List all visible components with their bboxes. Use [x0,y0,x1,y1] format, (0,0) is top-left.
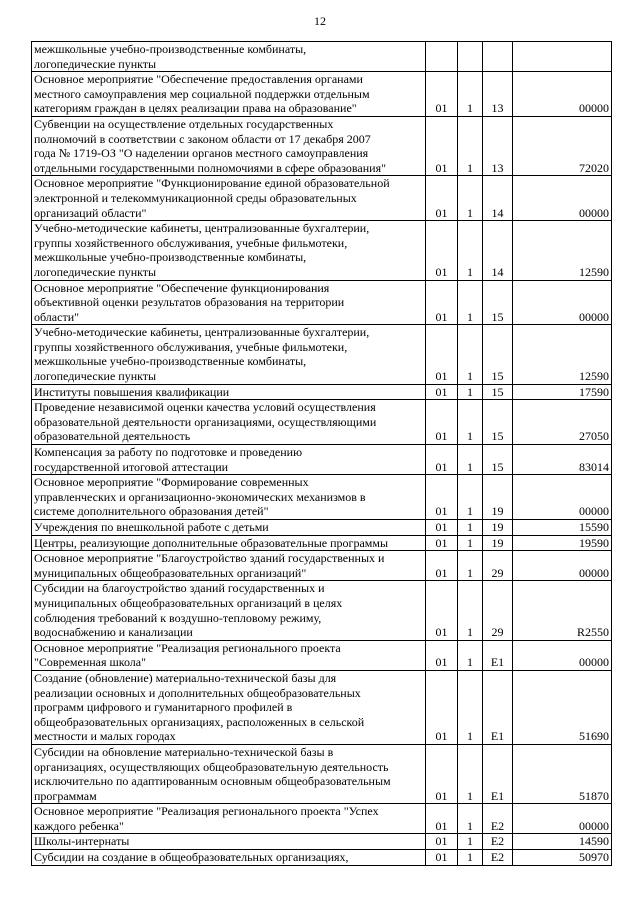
expense-name-cell: Основное мероприятие "Формирование современных управленческих и организационно-экономических механизмов в системе дополнительного образования детей" [32,475,426,520]
expense-name-cell: Субсидии на создание в общеобразовательных организациях, [32,850,426,866]
budget-classification-table [31,41,612,866]
event-code-cell: E2 [483,834,513,850]
program-code-cell: 01 [426,850,458,866]
subprogram-code-cell [458,42,483,72]
table-row [32,475,612,520]
subprogram-code-cell: 1 [458,535,483,551]
table-row [32,42,612,72]
event-code-cell: 19 [483,475,513,520]
direction-code-cell: 83014 [513,445,612,475]
program-code-cell: 01 [426,176,458,221]
direction-code-cell: 00000 [513,280,612,325]
event-code-cell: E1 [483,670,513,744]
subprogram-code-cell: 1 [458,551,483,581]
table-row [32,384,612,400]
table-row [32,176,612,221]
expense-name-cell: Учебно-методические кабинеты, централизованные бухгалтерии, группы хозяйственного обслуживания, учебные фильмотеки, межшкольные учебно-производственные комбинаты, логопедические пункты [32,221,426,280]
subprogram-code-cell: 1 [458,384,483,400]
direction-code-cell: 00000 [513,551,612,581]
subprogram-code-cell: 1 [458,325,483,384]
event-code-cell: 15 [483,280,513,325]
program-code-cell: 01 [426,475,458,520]
event-code-cell: 19 [483,535,513,551]
direction-code-cell: 14590 [513,834,612,850]
subprogram-code-cell: 1 [458,804,483,834]
direction-code-cell: 19590 [513,535,612,551]
table-row [32,72,612,117]
subprogram-code-cell: 1 [458,445,483,475]
program-code-cell: 01 [426,834,458,850]
event-code-cell: E2 [483,804,513,834]
event-code-cell: 15 [483,400,513,445]
subprogram-code-cell: 1 [458,744,483,803]
event-code-cell: 29 [483,551,513,581]
expense-name-cell: Компенсация за работу по подготовке и проведению государственной итоговой аттестации [32,445,426,475]
direction-code-cell: 00000 [513,640,612,670]
event-code-cell [483,42,513,72]
expense-name-cell: Основное мероприятие "Реализация регионального проекта "Современная школа" [32,640,426,670]
subprogram-code-cell: 1 [458,72,483,117]
event-code-cell: 15 [483,445,513,475]
expense-name-cell: Проведение независимой оценки качества условий осуществления образовательной деятельности организациями, осуществляющими образовательной деятельность [32,400,426,445]
event-code-cell: 15 [483,384,513,400]
table-body [32,42,612,866]
program-code-cell: 01 [426,804,458,834]
expense-name-cell: Учебно-методические кабинеты, централизованные бухгалтерии, группы хозяйственного обслуживания, учебные фильмотеки, межшкольные учебно-производственные комбинаты, логопедические пункты [32,325,426,384]
subprogram-code-cell: 1 [458,221,483,280]
subprogram-code-cell: 1 [458,850,483,866]
program-code-cell: 01 [426,325,458,384]
event-code-cell: E2 [483,850,513,866]
subprogram-code-cell: 1 [458,475,483,520]
program-code-cell: 01 [426,221,458,280]
direction-code-cell: 00000 [513,176,612,221]
table-row [32,325,612,384]
expense-name-cell: Основное мероприятие "Функционирование единой образовательной электронной и телекоммуникационной среды образовательных организаций области" [32,176,426,221]
table-row [32,445,612,475]
subprogram-code-cell: 1 [458,640,483,670]
event-code-cell: E1 [483,744,513,803]
table-row [32,221,612,280]
program-code-cell: 01 [426,445,458,475]
expense-name-cell: Субвенции на осуществление отдельных государственных полномочий в соответствии с законом области от 17 декабря 2007 года № 1719-ОЗ "О наделении органов местного самоуправления отдельными государственными полномочиями в сфере образования" [32,116,426,175]
expense-name-cell: межшкольные учебно-производственные комбинаты, логопедические пункты [32,42,426,72]
program-code-cell: 01 [426,670,458,744]
program-code-cell: 01 [426,72,458,117]
direction-code-cell: 12590 [513,221,612,280]
event-code-cell: 13 [483,72,513,117]
subprogram-code-cell: 1 [458,280,483,325]
subprogram-code-cell: 1 [458,176,483,221]
direction-code-cell: 51870 [513,744,612,803]
direction-code-cell: 15590 [513,520,612,536]
program-code-cell: 01 [426,400,458,445]
program-code-cell: 01 [426,116,458,175]
expense-name-cell: Создание (обновление) материально-технической базы для реализации основных и дополнительных общеобразовательных программ цифрового и гуманитарного профилей в общеобразовательных организациях, расположенных в сельской местности и малых городах [32,670,426,744]
table-row [32,280,612,325]
subprogram-code-cell: 1 [458,116,483,175]
table-row [32,535,612,551]
program-code-cell: 01 [426,280,458,325]
table-row [32,640,612,670]
page-number: 12 [314,14,326,28]
direction-code-cell [513,42,612,72]
table-row [32,551,612,581]
subprogram-code-cell: 1 [458,520,483,536]
table-row [32,670,612,744]
table-row [32,581,612,640]
event-code-cell: 15 [483,325,513,384]
event-code-cell: 14 [483,176,513,221]
expense-name-cell: Основное мероприятие "Реализация регионального проекта "Успех каждого ребенка" [32,804,426,834]
program-code-cell: 01 [426,551,458,581]
expense-name-cell: Субсидии на обновление материально-технической базы в организациях, осуществляющих общеобразовательную деятельность исключительно по адаптированным основным общеобразовательным программам [32,744,426,803]
event-code-cell: 19 [483,520,513,536]
event-code-cell: 13 [483,116,513,175]
table-row [32,834,612,850]
event-code-cell: 14 [483,221,513,280]
table-row [32,116,612,175]
program-code-cell: 01 [426,581,458,640]
expense-name-cell: Основное мероприятие "Благоустройство зданий государственных и муниципальных общеобразовательных организаций" [32,551,426,581]
expense-name-cell: Школы-интернаты [32,834,426,850]
table-row [32,804,612,834]
direction-code-cell: 00000 [513,72,612,117]
subprogram-code-cell: 1 [458,400,483,445]
subprogram-code-cell: 1 [458,581,483,640]
direction-code-cell: 12590 [513,325,612,384]
table-row [32,744,612,803]
direction-code-cell: 00000 [513,804,612,834]
direction-code-cell: 00000 [513,475,612,520]
program-code-cell: 01 [426,535,458,551]
subprogram-code-cell: 1 [458,670,483,744]
program-code-cell: 01 [426,744,458,803]
expense-name-cell: Основное мероприятие "Обеспечение функционирования объективной оценки результатов образования на территории области" [32,280,426,325]
event-code-cell: E1 [483,640,513,670]
program-code-cell: 01 [426,384,458,400]
direction-code-cell: 72020 [513,116,612,175]
table-row [32,400,612,445]
direction-code-cell: 17590 [513,384,612,400]
direction-code-cell: R2550 [513,581,612,640]
direction-code-cell: 50970 [513,850,612,866]
expense-name-cell: Центры, реализующие дополнительные образовательные программы [32,535,426,551]
program-code-cell [426,42,458,72]
subprogram-code-cell: 1 [458,834,483,850]
expense-name-cell: Субсидии на благоустройство зданий государственных и муниципальных общеобразовательных организаций в целях соблюдения требований к воздушно-тепловому режиму, водоснабжению и канализации [32,581,426,640]
direction-code-cell: 27050 [513,400,612,445]
expense-name-cell: Основное мероприятие "Обеспечение предоставления органами местного самоуправления мер социальной поддержки отдельным категориям граждан в целях реализации права на образование" [32,72,426,117]
table-row [32,850,612,866]
direction-code-cell: 51690 [513,670,612,744]
program-code-cell: 01 [426,640,458,670]
table-row [32,520,612,536]
expense-name-cell: Учреждения по внешкольной работе с детьми [32,520,426,536]
event-code-cell: 29 [483,581,513,640]
program-code-cell: 01 [426,520,458,536]
expense-name-cell: Институты повышения квалификации [32,384,426,400]
